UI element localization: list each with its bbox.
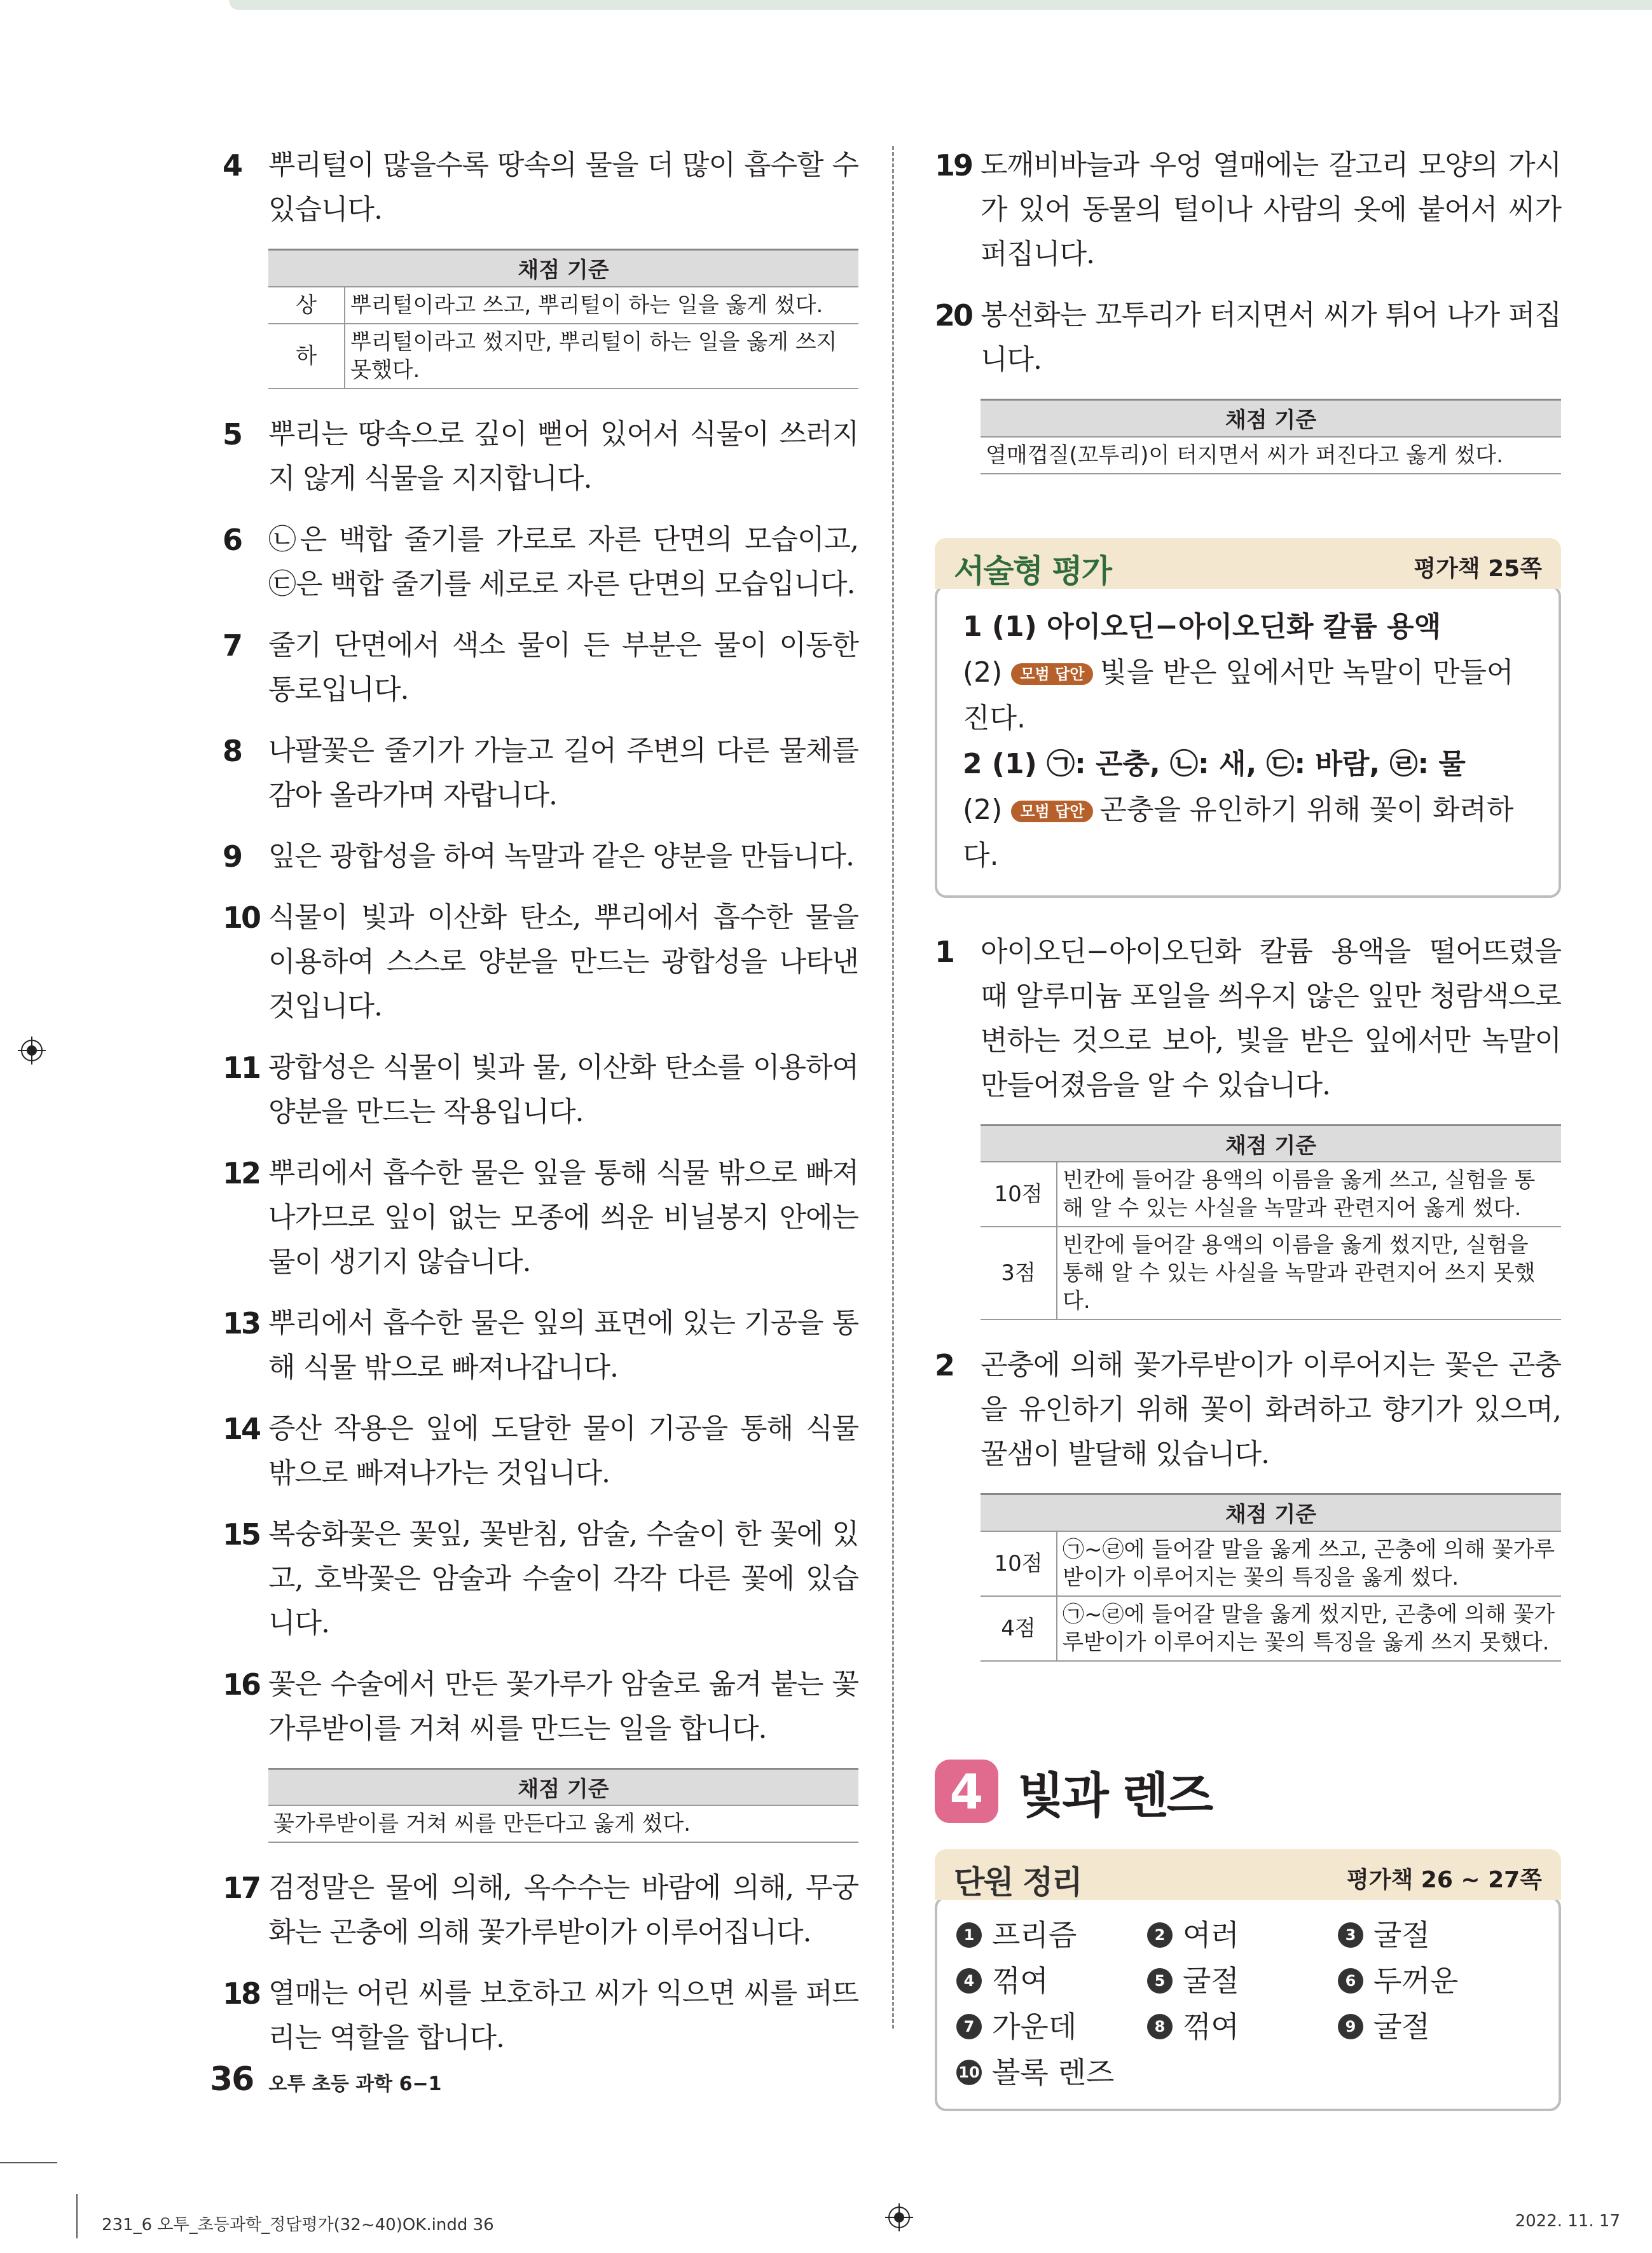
item-text: 증산 작용은 잎에 도달한 물이 기공을 통해 식물 밖으로 빠져나가는 것입니다. (268, 1412, 858, 1489)
scoring-table (981, 1493, 1561, 1662)
summary-item (1147, 1914, 1338, 1956)
item-number: 14 (223, 1411, 260, 1446)
summary-answer: 여러 (1183, 1917, 1239, 1952)
summary-answer: 프리즘 (992, 1917, 1077, 1952)
table-row (981, 1227, 1561, 1319)
table-row (268, 287, 858, 324)
scoring-table (981, 399, 1561, 474)
answer-item (223, 1512, 858, 1646)
scoring-header: 채점 기준 (981, 1494, 1561, 1531)
scoring-table (268, 249, 858, 389)
table-row (268, 324, 858, 389)
summary-section-title: 단원 정리 (954, 1863, 1082, 1901)
number-circle-icon: 2 (1147, 1922, 1173, 1948)
summary-answer: 꺾여 (1183, 2009, 1239, 2044)
answer-item (223, 1151, 858, 1285)
answer-line (963, 787, 1533, 879)
page-footer (210, 2060, 441, 2098)
answer-item (223, 412, 858, 501)
score-level: 10점 (981, 1531, 1057, 1596)
answer-item (223, 1971, 858, 2060)
item-number: 12 (223, 1155, 260, 1190)
summary-answer: 굴절 (1373, 1917, 1430, 1952)
answer-item (223, 1045, 858, 1134)
answer-line: 2 (1) ㉠: 곤충, ㉡: 새, ㉢: 바람, ㉣: 물 (963, 747, 1466, 780)
score-text: 뿌리털이라고 쓰고, 뿌리털이 하는 일을 옳게 썼다. (345, 287, 858, 324)
summary-answer: 꺾여 (992, 1963, 1049, 1998)
scoring-header: 채점 기준 (268, 1768, 858, 1805)
summary-item (1147, 2006, 1338, 2048)
score-level: 4점 (981, 1596, 1057, 1661)
unit-heading (935, 1757, 1561, 1826)
answer-item (223, 1407, 858, 1496)
score-text: ㉠~㉣에 들어갈 말을 옳게 썼지만, 곤충에 의해 꽃가루받이가 이루어지는 꽃의 특징을 옳게 쓰지 못했다. (1057, 1596, 1561, 1661)
model-answer-badge: 모범 답안 (1011, 663, 1093, 685)
registration-mark-icon (18, 1037, 46, 1064)
left-column (223, 143, 858, 2077)
answer-item (223, 895, 858, 1029)
answer-item (223, 518, 858, 607)
scoring-header: 채점 기준 (268, 250, 858, 287)
number-circle-icon: 10 (956, 2060, 982, 2085)
slug-filename: 231_6 오투_초등과학_정답평가(32~40)OK.indd 36 (102, 2215, 494, 2235)
scoring-header: 채점 기준 (981, 400, 1561, 437)
answer-prefix: (2) (963, 793, 1003, 826)
scoring-table (268, 1768, 858, 1843)
item-text: 봉선화는 꼬투리가 터지면서 씨가 튀어 나가 퍼집니다. (981, 299, 1561, 376)
item-number: 19 (935, 148, 972, 183)
item-text: 나팔꽃은 줄기가 가늘고 길어 주변의 다른 물체를 감아 올라가며 자랍니다. (268, 734, 858, 811)
item-text: 검정말은 물에 의해, 옥수수는 바람에 의해, 무궁화는 곤충에 의해 꽃가루받이가 이루어집니다. (268, 1871, 858, 1948)
item-text: 꽃은 수술에서 만든 꽃가루가 암술로 옮겨 붙는 꽃가루받이를 거쳐 씨를 만드는 일을 합니다. (268, 1667, 858, 1745)
number-circle-icon: 6 (1338, 1968, 1363, 1994)
item-text: 열매는 어린 씨를 보호하고 씨가 익으면 씨를 퍼뜨리는 역할을 합니다. (268, 1977, 858, 2054)
answer-text: 곤충을 유인하기 위해 꽃이 화려하다. (963, 793, 1514, 872)
crop-mark (0, 2162, 57, 2163)
table-row (981, 1596, 1561, 1661)
score-level: 10점 (981, 1162, 1057, 1227)
answer-line: 1 (1) 아이오딘−아이오딘화 칼륨 용액 (963, 610, 1442, 643)
score-text: 열매껍질(꼬투리)이 터지면서 씨가 퍼진다고 옳게 썼다. (981, 437, 1561, 474)
top-decoration-band (229, 0, 1652, 10)
answer-item (223, 1662, 858, 1751)
answer-prefix: (2) (963, 656, 1003, 689)
item-number: 17 (223, 1871, 260, 1905)
item-number: 1 (935, 934, 954, 969)
answer-item (223, 729, 858, 818)
essay-section-title: 서술형 평가 (954, 552, 1111, 589)
score-level: 상 (268, 287, 345, 324)
summary-page-ref: 평가책 26 ~ 27쪽 (1346, 1866, 1542, 1893)
number-circle-icon: 3 (1338, 1922, 1363, 1948)
answer-item (935, 293, 1561, 382)
summary-item (1338, 2006, 1529, 2048)
summary-item (1338, 1960, 1529, 2002)
answer-item (935, 1343, 1561, 1477)
summary-item (1147, 1960, 1338, 2002)
answer-item (223, 834, 858, 879)
book-title: 오투 초등 과학 6−1 (268, 2073, 442, 2095)
table-row (981, 1531, 1561, 1596)
number-circle-icon: 1 (956, 1922, 982, 1948)
score-text: 꽃가루받이를 거쳐 씨를 만든다고 옳게 썼다. (268, 1805, 858, 1842)
summary-item (956, 2006, 1147, 2048)
item-number: 13 (223, 1306, 260, 1340)
item-number: 10 (223, 900, 260, 935)
table-row (981, 437, 1561, 474)
number-circle-icon: 9 (1338, 2014, 1363, 2039)
registration-mark-icon (885, 2203, 913, 2231)
item-number: 4 (223, 148, 242, 183)
item-number: 5 (223, 417, 242, 451)
item-text: 뿌리에서 흡수한 물은 잎을 통해 식물 밖으로 빠져나가므로 잎이 없는 모종에 씌운 비닐봉지 안에는 물이 생기지 않습니다. (268, 1156, 858, 1278)
answer-item (223, 623, 858, 712)
score-level: 3점 (981, 1227, 1057, 1319)
answer-text: 빛을 받은 잎에서만 녹말이 만들어진다. (963, 656, 1514, 734)
item-text: ㉡은 백합 줄기를 가로로 자른 단면의 모습이고, ㉢은 백합 줄기를 세로로 자른 단면의 모습입니다. (268, 523, 858, 600)
number-circle-icon: 7 (956, 2014, 982, 2039)
item-text: 뿌리에서 흡수한 물은 잎의 표면에 있는 기공을 통해 식물 밖으로 빠져나갑니다. (268, 1306, 858, 1384)
summary-section-header (935, 1849, 1561, 1900)
answer-item (223, 143, 858, 232)
item-number: 16 (223, 1667, 260, 1702)
model-answer-badge: 모범 답안 (1011, 801, 1093, 822)
item-number: 11 (223, 1050, 260, 1085)
item-text: 도깨비바늘과 우엉 열매에는 갈고리 모양의 가시가 있어 동물의 털이나 사람의 옷에 붙어서 씨가 퍼집니다. (981, 149, 1561, 270)
item-text: 식물이 빛과 이산화 탄소, 뿌리에서 흡수한 물을 이용하여 스스로 양분을 만드는 광합성을 나타낸 것입니다. (268, 900, 858, 1023)
table-row (268, 1805, 858, 1842)
page-number: 36 (210, 2060, 254, 2098)
summary-answer: 굴절 (1183, 1963, 1239, 1998)
column-divider (892, 146, 894, 2029)
summary-answer: 볼록 렌즈 (992, 2055, 1115, 2090)
score-text: ㉠~㉣에 들어갈 말을 옳게 쓰고, 곤충에 의해 꽃가루받이가 이루어지는 꽃의 특징을 옳게 썼다. (1057, 1531, 1561, 1596)
answer-line (963, 650, 1533, 741)
item-text: 아이오딘−아이오딘화 칼륨 용액을 떨어뜨렸을 때 알루미늄 포일을 씌우지 않은 잎만 청람색으로 변하는 것으로 보아, 빛을 받은 잎에서만 녹말이 만들어졌음을 알 수 있습니다. (981, 935, 1561, 1101)
item-text: 광합성은 식물이 빛과 물, 이산화 탄소를 이용하여 양분을 만드는 작용입니다. (268, 1051, 858, 1128)
right-column (935, 143, 1561, 2143)
summary-item (956, 2051, 1147, 2093)
essay-page-ref: 평가책 25쪽 (1414, 555, 1542, 582)
item-number: 2 (935, 1348, 954, 1382)
item-number: 20 (935, 298, 972, 333)
item-text: 줄기 단면에서 색소 물이 든 부분은 물이 이동한 통로입니다. (268, 628, 858, 706)
item-text: 뿌리는 땅속으로 깊이 뻗어 있어서 식물이 쓰러지지 않게 식물을 지지합니다. (268, 417, 858, 495)
table-row (981, 1162, 1561, 1227)
unit-title: 빛과 렌즈 (1017, 1767, 1212, 1824)
summary-answer: 굴절 (1373, 2009, 1430, 2044)
number-circle-icon: 8 (1147, 2014, 1173, 2039)
unit-number-badge: 4 (935, 1760, 998, 1823)
score-text: 빈칸에 들어갈 용액의 이름을 옳게 쓰고, 실험을 통해 알 수 있는 사실을 녹말과 관련지어 옳게 썼다. (1057, 1162, 1561, 1227)
slug-date: 2022. 11. 17 (1515, 2212, 1620, 2231)
model-answer-box (935, 585, 1561, 898)
item-text: 잎은 광합성을 하여 녹말과 같은 양분을 만듭니다. (268, 839, 854, 872)
scoring-table (981, 1124, 1561, 1321)
item-text: 뿌리털이 많을수록 땅속의 물을 더 많이 흡수할 수 있습니다. (268, 149, 858, 226)
item-text: 곤충에 의해 꽃가루받이가 이루어지는 꽃은 곤충을 유인하기 위해 꽃이 화려하고 향기가 있으며, 꿀샘이 발달해 있습니다. (981, 1349, 1561, 1470)
item-number: 15 (223, 1517, 260, 1552)
summary-item (956, 1960, 1147, 2002)
summary-answer-box (935, 1896, 1561, 2111)
summary-answer: 가운데 (992, 2009, 1077, 2044)
number-circle-icon: 5 (1147, 1968, 1173, 1994)
essay-section-header (935, 538, 1561, 589)
scoring-header: 채점 기준 (981, 1125, 1561, 1162)
answer-item (223, 1866, 858, 1955)
answer-item (935, 930, 1561, 1108)
score-text: 뿌리털이라고 썼지만, 뿌리털이 하는 일을 옳게 쓰지 못했다. (345, 324, 858, 389)
score-level: 하 (268, 324, 345, 389)
item-number: 18 (223, 1976, 260, 2011)
score-text: 빈칸에 들어갈 용액의 이름을 옳게 썼지만, 실험을 통해 알 수 있는 사실을 녹말과 관련지어 쓰지 못했다. (1057, 1227, 1561, 1319)
item-number: 8 (223, 733, 242, 768)
item-number: 6 (223, 522, 242, 557)
summary-item (1338, 1914, 1529, 1956)
summary-item (956, 1914, 1147, 1956)
item-text: 복숭화꽃은 꽃잎, 꽃받침, 암술, 수술이 한 꽃에 있고, 호박꽃은 암술과 수술이 각각 다른 꽃에 있습니다. (268, 1517, 859, 1639)
summary-answer: 두꺼운 (1373, 1963, 1459, 1998)
item-number: 7 (223, 628, 242, 663)
answer-item (935, 143, 1561, 277)
answer-item (223, 1301, 858, 1390)
summary-grid (956, 1914, 1539, 2093)
crop-mark (76, 2194, 78, 2238)
number-circle-icon: 4 (956, 1968, 982, 1994)
item-number: 9 (223, 839, 242, 874)
